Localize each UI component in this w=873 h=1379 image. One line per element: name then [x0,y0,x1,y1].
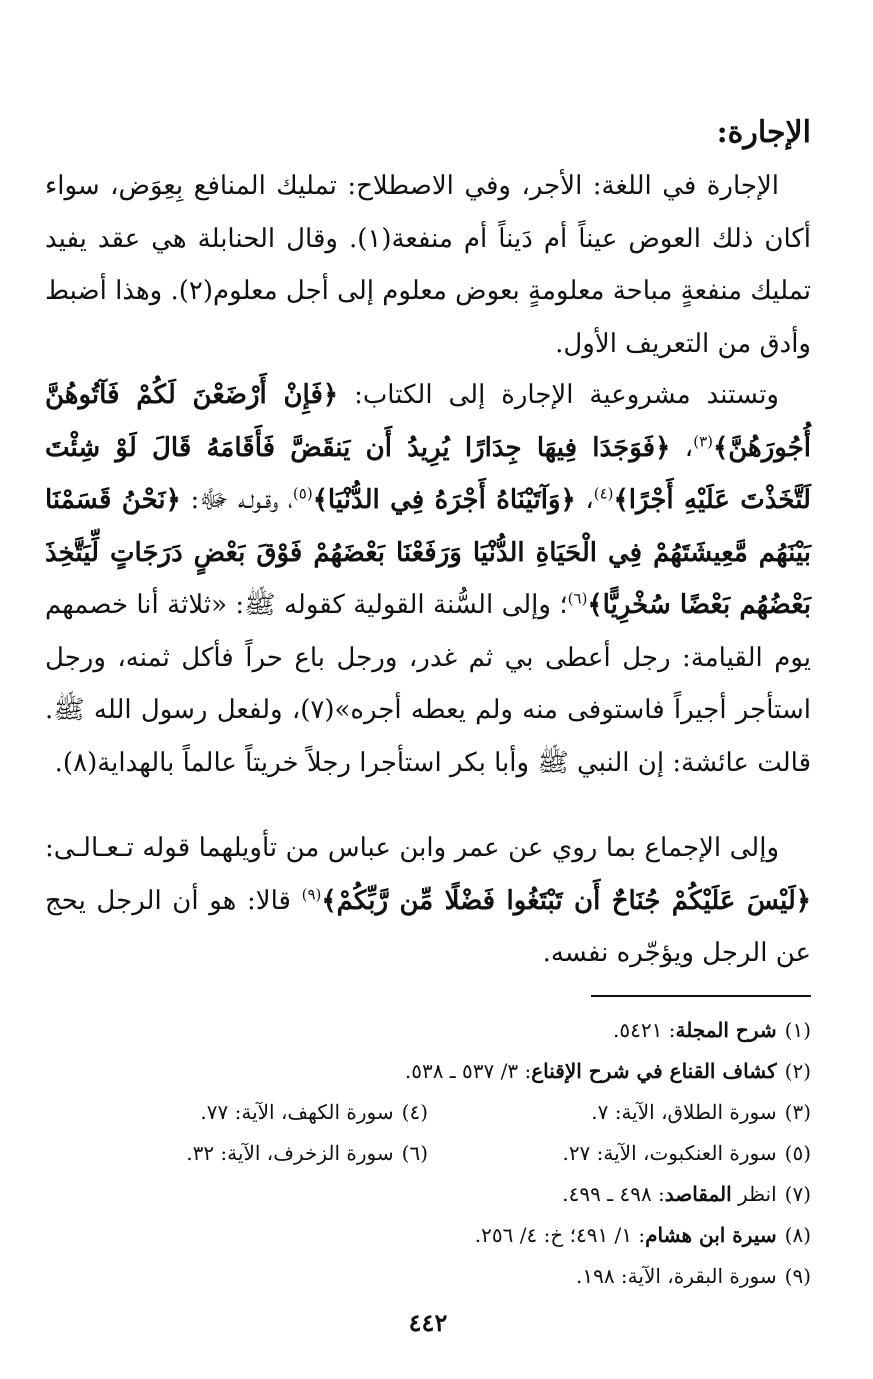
footnote-number: (٣) [784,1100,811,1124]
paragraph-text: ، [670,432,694,463]
footnote-2 [45,1051,811,1092]
footnote-9 [45,1256,811,1297]
footnote-number: (٩) [784,1264,811,1288]
footnote-5 [428,1133,811,1174]
footnote-text: سورة الطلاق، الآية: ٧. [591,1100,777,1124]
quran-verse: ﴿نَحْنُ قَسَمْنَا بَيْنَهُم مَّعِيشَتَهُمْ فِي الْحَيَاةِ الدُّنْيَا وَرَفَعْنَا بَعْضَهُمْ فَوْقَ بَعْضٍ دَرَجَاتٍ لِّيَتَّخِذَ بَعْضُهُم بَعْضًا سُخْرِيًّا﴾ [45,485,811,620]
consensus-paragraph [45,822,811,980]
footnote-6 [45,1133,428,1174]
page-number: ٤٤٢ [408,1308,448,1337]
footnote-ref[interactable]: (٦) [567,589,588,608]
section-heading: الإجارة: [716,115,811,150]
legitimacy-paragraph [45,369,811,789]
footnote-text: : ٣/ ٥٣٧ ـ ٥٣٨. [404,1059,532,1083]
footnote-number: (٢) [784,1059,811,1083]
paragraph-text: وإلى الإجماع بما روي عن عمر وابن عباس من تأويلهما قوله تـعـالـى: [45,833,779,863]
footnote-row-3-4 [45,1092,811,1133]
footnote-row-5-6 [45,1133,811,1174]
footnote-ref[interactable]: (٤) [593,484,614,503]
source-title: المقاصد [664,1182,732,1206]
footnote-1 [45,1010,811,1051]
footnote-text: سورة البقرة، الآية: ١٩٨. [575,1264,777,1288]
quran-verse: ﴿فَوَجَدَا فِيهَا جِدَارًا يُرِيدُ أَن يَنقَضَّ فَأَقَامَهُ قَالَ لَوْ شِئْتَ لَتَّخَذْتَ عَلَيْهِ أَجْرًا﴾ [45,432,811,515]
paragraph-text: ، وقـولـه ﷻ: [180,485,293,515]
footnote-number: (٤) [401,1100,428,1124]
footnote-ref[interactable]: (٥) [292,484,313,503]
footnote-number: (٥) [784,1141,811,1165]
footnote-number: (١) [784,1018,811,1042]
footnote-3 [428,1092,811,1133]
footnote-ref[interactable]: (٩) [301,884,322,903]
footnote-text: : ٥٤٢١. [613,1018,676,1042]
footnote-text: انظر [731,1182,777,1206]
source-title: سيرة ابن هشام [645,1223,777,1247]
footnote-number: (٦) [401,1141,428,1165]
footnote-8 [45,1215,811,1256]
footnote-7 [45,1174,811,1215]
footnote-text: سورة الكهف، الآية: ٧٧. [200,1100,394,1124]
footnote-divider [591,995,811,997]
paragraph-text: وتستند مشروعية الإجارة إلى الكتاب: [338,380,779,410]
book-page [45,0,811,1379]
paragraph-text: ، [575,485,594,515]
source-title: كشاف القناع في شرح الإقناع [531,1059,777,1083]
footnote-text: : ١/ ٤٩١؛ خ: ٤/ ٢٥٦. [474,1223,646,1247]
definition-paragraph: الإجارة في اللغة: الأجر، وفي الاصطلاح: تمليك المنافع بِعِوَض، سواء أكان ذلك العوض عيناً أم دَيناً أم منفعة(١). وقال الحنابلة هي عقد يفيد تمليك منفعةٍ مباحة معلومةٍ بعوض معلوم إلى أجل معلوم(٢). وهذا أضبط وأدق من التعريف الأول. [45,171,811,359]
quran-verse: ﴿وَآتَيْنَاهُ أَجْرَهُ فِي الدُّنْيَا﴾ [312,485,576,515]
source-title: شرح المجلة [675,1018,777,1042]
footnote-text: سورة الزخرف، الآية: ٣٢. [186,1141,394,1165]
paragraph-text: قالا: هو أن الرجل يحج عن الرجل ويؤجّره نفسه. [45,885,811,968]
footnote-4 [45,1092,428,1133]
footnote-number: (٧) [784,1182,811,1206]
footnote-text: : ٤٩٨ ـ ٤٩٩. [562,1182,665,1206]
footnotes [45,1010,811,1297]
quran-verse: ﴿لَيْسَ عَلَيْكُمْ جُنَاحٌ أَن تَبْتَغُوا فَضْلًا مِّن رَّبِّكُمْ﴾ [321,885,812,916]
footnote-number: (٨) [784,1223,811,1247]
footnote-text: سورة العنكبوت، الآية: ٢٧. [562,1141,777,1165]
paragraph-text: ؛ وإلى السُّنة القولية كقوله ﷺ: «ثلاثة أنا خصمهم يوم القيامة: رجل أعطى بي ثم غدر، ورجل باع حراً فأكل ثمنه، ورجل استأجر أجيراً فاستوفى منه ولم يعطه أجره»(٧)، ولفعل رسول الله ﷺ. قالت عائشة: إن النبي ﷺ وأبا بكر استأجرا رجلاً خريتاً عالماً بالهداية(٨). [45,590,811,778]
quran-verse: ﴿فَإِنْ أَرْضَعْنَ لَكُمْ فَآتُوهُنَّ أُجُورَهُنَّ﴾ [45,380,812,463]
footnote-ref[interactable]: (٣) [693,431,713,450]
